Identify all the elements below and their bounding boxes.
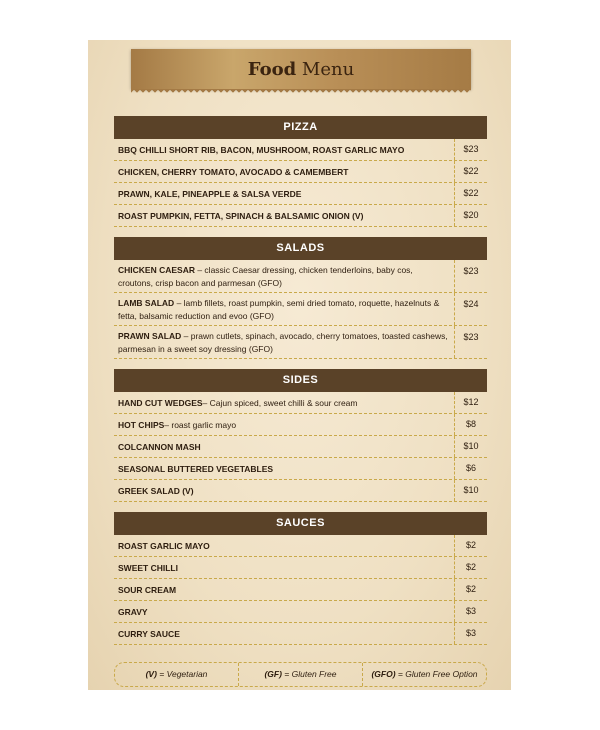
item-price: $2	[454, 579, 487, 600]
item-name: ROAST GARLIC MAYO	[118, 540, 210, 551]
item-description: – classic Caesar dressing, chicken tenderloins, baby cos, croutons, crisp bacon and parmesan (GFO)	[118, 265, 413, 288]
item-price: $24	[454, 293, 487, 325]
menu-item	[114, 205, 487, 227]
item-name: HAND CUT WEDGES	[118, 397, 203, 408]
item-price: $2	[454, 557, 487, 578]
menu-item	[114, 601, 487, 623]
item-description: – roast garlic mayo	[164, 419, 237, 430]
menu-item	[114, 579, 487, 601]
item-name: CHICKEN CAESAR	[118, 265, 195, 275]
section-salads	[114, 237, 487, 359]
item-price: $22	[454, 183, 487, 204]
item-name: SEASONAL BUTTERED VEGETABLES	[118, 463, 274, 474]
menu-item	[114, 557, 487, 579]
item-name: GREEK SALAD (V)	[118, 485, 194, 496]
item-price: $12	[454, 392, 487, 413]
legend	[114, 662, 487, 687]
item-price: $6	[454, 458, 487, 479]
menu-item	[114, 623, 487, 645]
item-name: PRAWN, KALE, PINEAPPLE & SALSA VERDE	[118, 188, 302, 199]
section-sides	[114, 369, 487, 502]
item-description: – Cajun spiced, sweet chilli & sour cream	[202, 397, 358, 408]
section-pizza	[114, 116, 487, 227]
menu-item	[114, 392, 487, 414]
item-name: BBQ CHILLI SHORT RIB, BACON, MUSHROOM, ROAST GARLIC MAYO	[118, 144, 405, 155]
title-rest: Menu	[301, 59, 355, 80]
menu-item	[114, 436, 487, 458]
menu-item	[114, 260, 487, 293]
item-description: – prawn cutlets, spinach, avocado, cherry tomatoes, toasted cashews, parmesan in a sweet soy dressing (GFO)	[118, 331, 448, 354]
menu-item	[114, 458, 487, 480]
section-header: SIDES	[114, 369, 487, 392]
section-header: SALADS	[114, 237, 487, 260]
item-price: $23	[454, 139, 487, 160]
section-sauces	[114, 512, 487, 645]
item-name: PRAWN SALAD	[118, 331, 182, 341]
legend-vegetarian: (V) = Vegetarian	[115, 663, 239, 686]
item-name: ROAST PUMPKIN, FETTA, SPINACH & BALSAMIC ONION (V)	[118, 210, 364, 221]
banner-zigzag-edge	[131, 89, 471, 94]
item-price: $10	[454, 480, 487, 501]
item-description: – lamb fillets, roast pumpkin, semi dried tomato, roquette, hazelnuts & fetta, balsamic reduction and evoo (GFO)	[118, 298, 440, 321]
item-name: SOUR CREAM	[118, 584, 177, 595]
menu-title-banner	[131, 49, 471, 89]
item-price: $2	[454, 535, 487, 556]
item-price: $23	[454, 326, 487, 358]
item-price: $20	[454, 205, 487, 226]
item-name: COLCANNON MASH	[118, 441, 201, 452]
menu-item	[114, 161, 487, 183]
menu-item	[114, 293, 487, 326]
section-header: SAUCES	[114, 512, 487, 535]
item-name: LAMB SALAD	[118, 298, 175, 308]
menu-item	[114, 183, 487, 205]
item-price: $8	[454, 414, 487, 435]
item-name: SWEET CHILLI	[118, 562, 178, 573]
menu-item	[114, 480, 487, 502]
menu-item	[114, 535, 487, 557]
menu-item	[114, 326, 487, 359]
menu-item	[114, 414, 487, 436]
item-price: $22	[454, 161, 487, 182]
item-name: GRAVY	[118, 606, 148, 617]
item-price: $23	[454, 260, 487, 292]
legend-gluten-free: (GF) = Gluten Free	[239, 663, 363, 686]
title-bold: Food	[247, 59, 297, 80]
section-header: PIZZA	[114, 116, 487, 139]
item-name: CHICKEN, CHERRY TOMATO, AVOCADO & CAMEMBERT	[118, 166, 349, 177]
item-name: CURRY SAUCE	[118, 628, 180, 639]
item-price: $10	[454, 436, 487, 457]
menu-item	[114, 139, 487, 161]
item-price: $3	[454, 623, 487, 644]
item-name: HOT CHIPS	[118, 419, 165, 430]
legend-gluten-free-option: (GFO) = Gluten Free Option	[371, 669, 478, 679]
item-price: $3	[454, 601, 487, 622]
